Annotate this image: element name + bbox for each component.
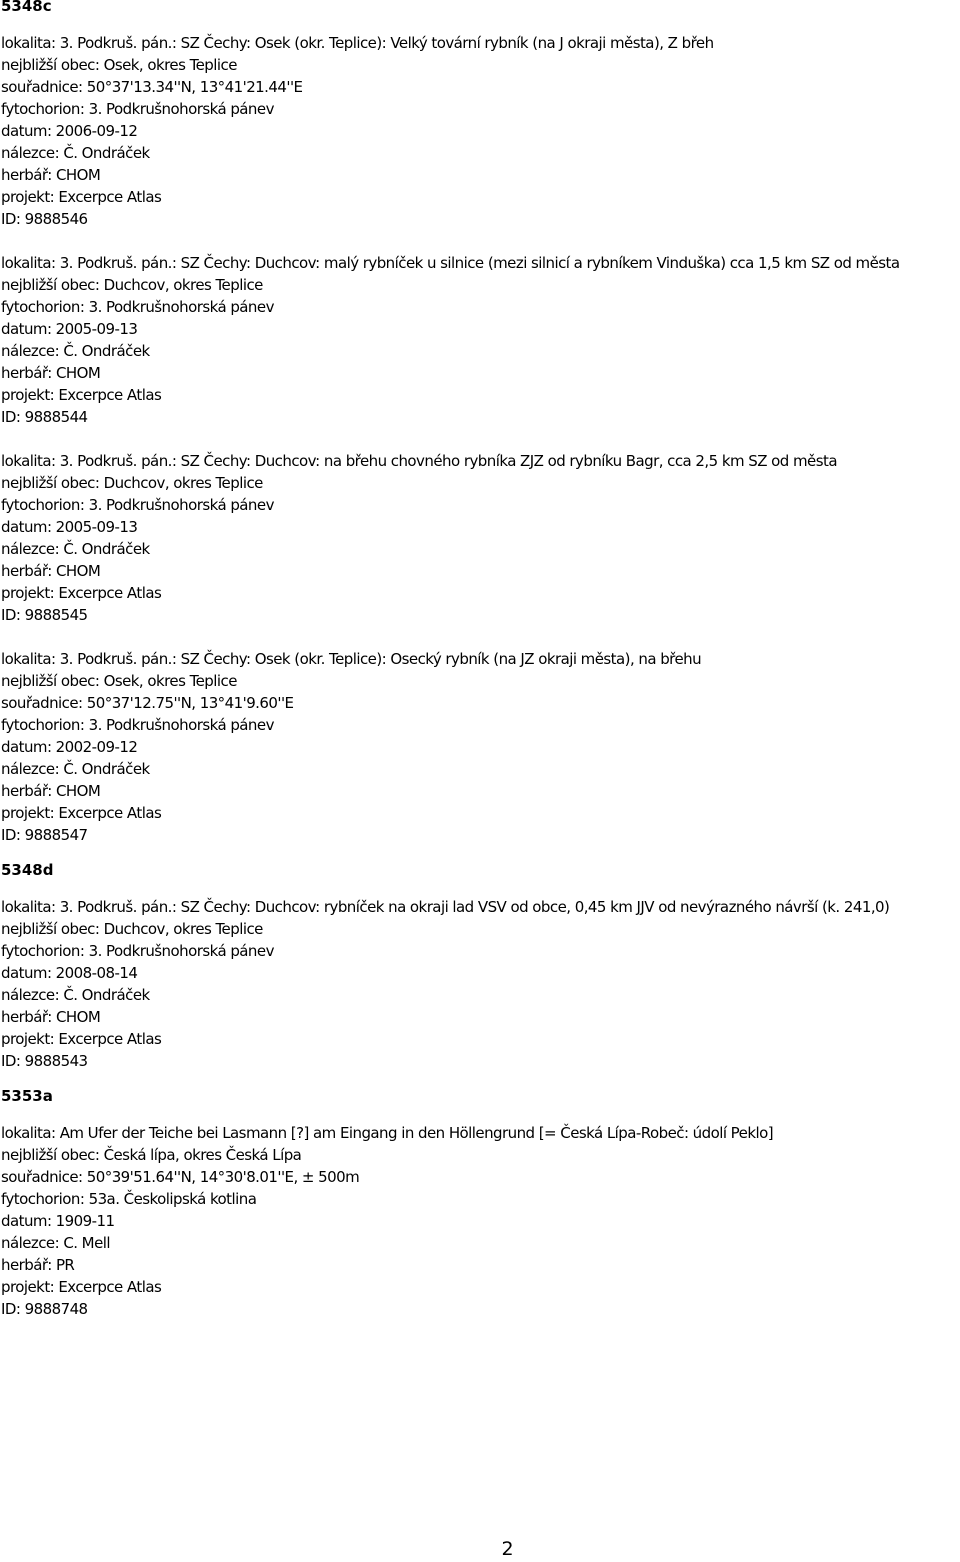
record-line: projekt: Excerpce Atlas — [1, 804, 162, 822]
specimen-record — [1, 450, 959, 626]
record-line: souřadnice: 50°39'51.64''N, 14°30'8.01''E, ± 500m — [1, 1168, 360, 1186]
record-line: nálezce: Č. Ondráček — [1, 986, 150, 1004]
record-line: datum: 2006-09-12 — [1, 122, 138, 140]
record-line: fytochorion: 3. Podkrušnohorská pánev — [1, 496, 274, 514]
record-line: fytochorion: 53a. Českolipská kotlina — [1, 1190, 257, 1208]
page-number: 2 — [501, 1538, 514, 1560]
record-line: lokalita: 3. Podkruš. pán.: SZ Čechy: Duchcov: malý rybníček u silnice (mezi silnicí a rybníkem Vinduška) cca 1,5 km SZ od města — [1, 254, 900, 272]
record-line: nálezce: Č. Ondráček — [1, 342, 150, 360]
record-line: ID: 9888547 — [1, 826, 88, 844]
record-line: herbář: CHOM — [1, 166, 101, 184]
record-line: ID: 9888546 — [1, 210, 88, 228]
section-heading: 5353a — [1, 1087, 53, 1105]
record-line: projekt: Excerpce Atlas — [1, 386, 162, 404]
record-line: nejbližší obec: Duchcov, okres Teplice — [1, 276, 263, 294]
document-body — [1, 0, 959, 1320]
record-line: nejbližší obec: Duchcov, okres Teplice — [1, 920, 263, 938]
specimen-record — [1, 1122, 959, 1320]
record-line: projekt: Excerpce Atlas — [1, 584, 162, 602]
record-line: fytochorion: 3. Podkrušnohorská pánev — [1, 942, 274, 960]
record-line: fytochorion: 3. Podkrušnohorská pánev — [1, 298, 274, 316]
specimen-record — [1, 648, 959, 846]
record-line: herbář: CHOM — [1, 364, 101, 382]
record-line: souřadnice: 50°37'13.34''N, 13°41'21.44''E — [1, 78, 303, 96]
record-line: nálezce: Č. Ondráček — [1, 760, 150, 778]
record-line: nálezce: C. Mell — [1, 1234, 110, 1252]
specimen-record — [1, 32, 959, 230]
record-line: projekt: Excerpce Atlas — [1, 1030, 162, 1048]
record-line: herbář: CHOM — [1, 1008, 101, 1026]
specimen-record — [1, 896, 959, 1072]
record-line: souřadnice: 50°37'12.75''N, 13°41'9.60''E — [1, 694, 294, 712]
record-line: datum: 2008-08-14 — [1, 964, 138, 982]
record-line: herbář: PR — [1, 1256, 75, 1274]
specimen-record — [1, 252, 959, 428]
section-heading: 5348d — [1, 861, 54, 879]
record-line: ID: 9888545 — [1, 606, 88, 624]
record-line: lokalita: 3. Podkruš. pán.: SZ Čechy: Duchcov: na břehu chovného rybníka ZJZ od rybníku Bagr, cca 2,5 km SZ od města — [1, 452, 837, 470]
record-line: ID: 9888748 — [1, 1300, 88, 1318]
record-line: nejbližší obec: Duchcov, okres Teplice — [1, 474, 263, 492]
record-line: nejbližší obec: Osek, okres Teplice — [1, 56, 237, 74]
record-line: projekt: Excerpce Atlas — [1, 1278, 162, 1296]
record-line: nálezce: Č. Ondráček — [1, 540, 150, 558]
record-line: datum: 1909-11 — [1, 1212, 115, 1230]
record-line: lokalita: 3. Podkruš. pán.: SZ Čechy: Osek (okr. Teplice): Velký tovární rybník (na J okraji města), Z břeh — [1, 34, 714, 52]
section-heading: 5348c — [1, 0, 52, 15]
record-line: fytochorion: 3. Podkrušnohorská pánev — [1, 100, 274, 118]
record-line: lokalita: Am Ufer der Teiche bei Lasmann [?] am Eingang in den Höllengrund [= Česká Lípa-Robeč: údolí Peklo] — [1, 1124, 774, 1142]
record-line: datum: 2005-09-13 — [1, 518, 138, 536]
record-line: datum: 2005-09-13 — [1, 320, 138, 338]
record-line: lokalita: 3. Podkruš. pán.: SZ Čechy: Duchcov: rybníček na okraji lad VSV od obce, 0,45 km JJV od nevýrazného návrší (k. 241,0) — [1, 898, 890, 916]
record-line: nejbližší obec: Osek, okres Teplice — [1, 672, 237, 690]
record-line: ID: 9888543 — [1, 1052, 88, 1070]
record-line: herbář: CHOM — [1, 782, 101, 800]
record-line: nálezce: Č. Ondráček — [1, 144, 150, 162]
record-line: lokalita: 3. Podkruš. pán.: SZ Čechy: Osek (okr. Teplice): Osecký rybník (na JZ okraji města), na břehu — [1, 650, 702, 668]
record-line: ID: 9888544 — [1, 408, 88, 426]
record-line: fytochorion: 3. Podkrušnohorská pánev — [1, 716, 274, 734]
record-line: projekt: Excerpce Atlas — [1, 188, 162, 206]
record-line: datum: 2002-09-12 — [1, 738, 138, 756]
record-line: nejbližší obec: Česká lípa, okres Česká Lípa — [1, 1146, 302, 1164]
record-line: herbář: CHOM — [1, 562, 101, 580]
